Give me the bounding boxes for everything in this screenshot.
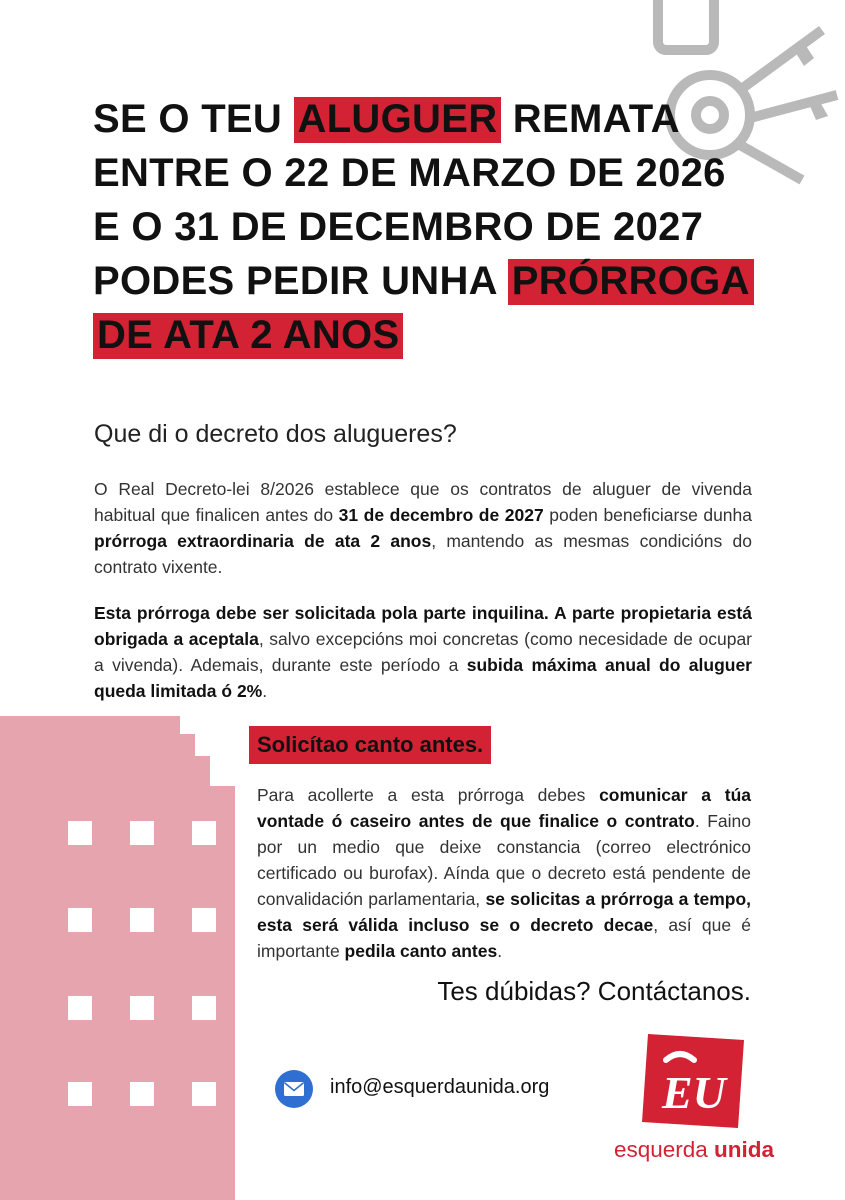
logo-wordmark: esquerda unida (613, 1137, 775, 1162)
email-icon (275, 1070, 313, 1108)
highlight-aluguer: ALUGUER (294, 97, 502, 143)
title-line-3: E O 31 DE DECEMBRO DE 2027 (93, 205, 704, 249)
highlight-ata-2-anos: DE ATA 2 ANOS (93, 313, 403, 359)
highlight-prorroga: PRÓRROGA (508, 259, 754, 305)
svg-text:EU: EU (662, 1067, 726, 1118)
paragraph-decree: O Real Decreto-lei 8/2026 establece que os contratos de aluguer de vivenda habitual que finalicen antes do 31 de decembro de 2027 poden beneficiarse dunha prórroga extraordinaria de ata 2 anos, mantendo as mesmas condicións do contrato vixente. (94, 479, 753, 577)
title-line-1: SE O TEU ALUGUER REMATA (93, 97, 680, 141)
title-line-4: PODES PEDIR UNHA PRÓRROGA (93, 254, 813, 308)
paragraph-instructions: Para acollerte a esta prórroga debes comunicar a túa vontade ó caseiro antes de que finalice o contrato. Faino por un medio que deixe constancia (correo electrónico certificado ou burofax). Aínda que o decreto está pendente de convalidación parlamentaria, se solicitas a prórroga a tempo, esta será válida incluso se o decreto decae, así que é importante pedila canto antes. (257, 785, 752, 961)
esquerda-unida-logo (604, 1030, 784, 1170)
paragraph-obligation: Esta prórroga debe ser solicitada pola parte inquilina. A parte propietaria está obrigada a aceptala, salvo excepcións moi concretas (como necesidade de ocupar a vivenda). Ademais, durante este período a subida máxima anual do aluguer queda limitada ó 2%. (94, 603, 753, 701)
title-line-2: ENTRE O 22 DE MARZO DE 2026 (93, 151, 726, 195)
page-title (93, 92, 813, 362)
cta-banner: Solicítao canto antes. (249, 726, 491, 764)
email-link[interactable]: info@esquerdaunida.org (330, 1076, 550, 1098)
title-line-5 (93, 308, 813, 362)
section-heading: Que di o decreto dos alugueres? (94, 420, 457, 448)
logo-mark (640, 1030, 750, 1130)
building-illustration (0, 716, 235, 1200)
contact-heading: Tes dúbidas? Contáctanos. (437, 976, 751, 1006)
